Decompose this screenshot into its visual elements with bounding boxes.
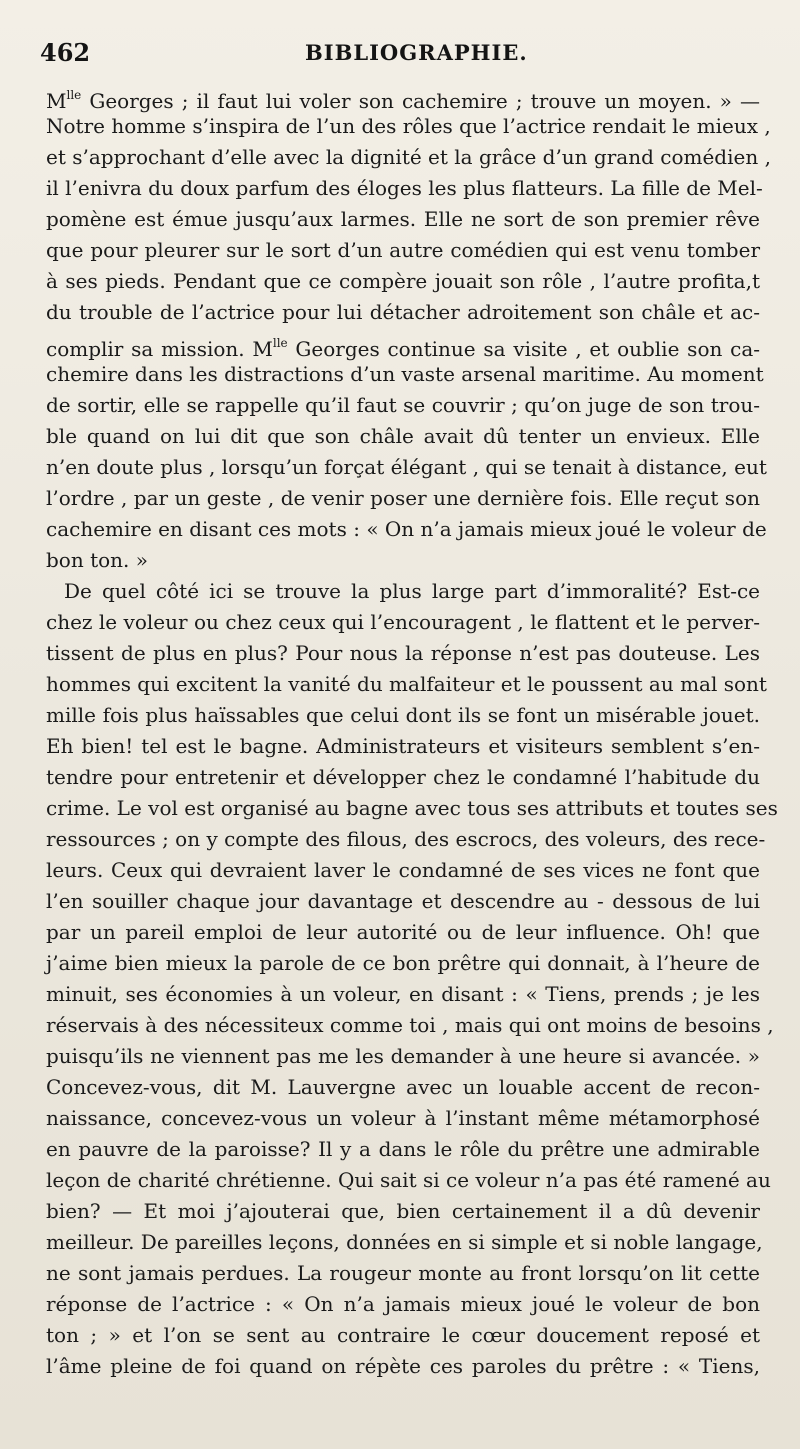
text-line xyxy=(46,328,760,359)
text-line: cachemire en disant ces mots : « On n’a jamais mieux joué le voleur de xyxy=(46,517,767,541)
text-line: l’âme pleine de foi quand on répète ces paroles du prêtre : « Tiens, xyxy=(46,1354,760,1378)
text-line: l’en souiller chaque jour davantage et descendre au - dessous de lui xyxy=(46,889,760,913)
text-line: que pour pleurer sur le sort d’un autre comédien qui est venu tomber xyxy=(46,238,760,262)
text-line: Concevez-vous, dit M. Lauvergne avec un louable accent de recon- xyxy=(46,1075,760,1099)
text-line: Eh bien! tel est le bagne. Administrateurs et visiteurs semblent s’en- xyxy=(46,734,760,758)
text-line: Notre homme s’inspira de l’un des rôles que l’actrice rendait le mieux , xyxy=(46,114,771,138)
text-line: De quel côté ici se trouve la plus large part d’immoralité? Est-ce xyxy=(64,579,760,603)
text-line: meilleur. De pareilles leçons, données en si simple et si noble langage, xyxy=(46,1230,763,1254)
text-line: réservais à des nécessiteux comme toi , mais qui ont moins de besoins , xyxy=(46,1013,774,1037)
text-line: leurs. Ceux qui devraient laver le condamné de ses vices ne font que xyxy=(46,858,760,882)
text-line: puisqu’ils ne viennent pas me les demander à une heure si avancée. » xyxy=(46,1044,760,1068)
text-line: tendre pour entretenir et développer chez le condamné l’habitude du xyxy=(46,765,760,789)
text-line: ne sont jamais perdues. La rougeur monte au front lorsqu’on lit cette xyxy=(46,1261,760,1285)
superscript: lle xyxy=(66,88,82,102)
text-line: bien? — Et moi j’ajouterai que, bien certainement il a dû devenir xyxy=(46,1199,760,1223)
text-line: en pauvre de la paroisse? Il y a dans le rôle du prêtre une admirable xyxy=(46,1137,760,1161)
text-line: du trouble de l’actrice pour lui détacher adroitement son châle et ac- xyxy=(46,300,760,324)
text-line: mille fois plus haïssables que celui dont ils se font un misérable jouet. xyxy=(46,703,760,727)
text-line: leçon de charité chrétienne. Qui sait si ce voleur n’a pas été ramené au xyxy=(46,1168,771,1192)
text-line: ble quand on lui dit que son châle avait dû tenter un envieux. Elle xyxy=(46,424,760,448)
text-line: naissance, concevez-vous un voleur à l’instant même métamorphosé xyxy=(46,1106,760,1130)
text-line: n’en doute plus , lorsqu’un forçat élégant , qui se tenait à distance, eut xyxy=(46,455,767,479)
text-line: réponse de l’actrice : « On n’a jamais mieux joué le voleur de bon xyxy=(46,1292,760,1316)
text-line: il l’enivra du doux parfum des éloges les plus flatteurs. La fille de Mel- xyxy=(46,176,763,200)
text-line: de sortir, elle se rappelle qu’il faut se couvrir ; qu’on juge de son trou- xyxy=(46,393,760,417)
text-line: par un pareil emploi de leur autorité ou de leur influence. Oh! que xyxy=(46,920,760,944)
text-line: hommes qui excitent la vanité du malfaiteur et le poussent au mal sont xyxy=(46,672,767,696)
text-line: crime. Le vol est organisé au bagne avec tous ses attributs et toutes ses xyxy=(46,796,778,820)
text-line: ton ; » et l’on se sent au contraire le cœur doucement reposé et xyxy=(46,1323,760,1347)
text-segment: complir sa mission. M xyxy=(46,337,273,361)
text-segment: M xyxy=(46,89,67,113)
text-line: pomène est émue jusqu’aux larmes. Elle ne sort de son premier rêve xyxy=(46,207,760,231)
page-number: 462 xyxy=(40,38,91,67)
text-line: l’ordre , par un geste , de venir poser une dernière fois. Elle reçut son xyxy=(46,486,760,510)
text-line: j’aime bien mieux la parole de ce bon prêtre qui donnait, à l’heure de xyxy=(46,951,760,975)
text-segment: Georges ; il faut lui voler son cachemire ; trouve un moyen. » — xyxy=(81,89,760,113)
text-line: minuit, ses économies à un voleur, en disant : « Tiens, prends ; je les xyxy=(46,982,760,1006)
page-header xyxy=(40,38,760,78)
text-line: bon ton. » xyxy=(46,548,148,572)
text-line: à ses pieds. Pendant que ce compère jouait son rôle , l’autre profita,t xyxy=(46,269,760,293)
superscript: lle xyxy=(272,336,288,350)
text-line xyxy=(46,80,760,111)
text-segment: Georges continue sa visite , et oublie son ca- xyxy=(287,337,760,361)
text-line: tissent de plus en plus? Pour nous la réponse n’est pas douteuse. Les xyxy=(46,641,760,665)
text-line: chez le voleur ou chez ceux qui l’encouragent , le flattent et le perver- xyxy=(46,610,760,634)
running-head: BIBLIOGRAPHIE. xyxy=(305,40,528,65)
text-line: ressources ; on y compte des filous, des escrocs, des voleurs, des rece- xyxy=(46,827,766,851)
text-line: chemire dans les distractions d’un vaste arsenal maritime. Au moment xyxy=(46,362,764,386)
body-text xyxy=(46,80,778,1382)
text-line: et s’approchant d’elle avec la dignité et la grâce d’un grand comédien , xyxy=(46,145,771,169)
